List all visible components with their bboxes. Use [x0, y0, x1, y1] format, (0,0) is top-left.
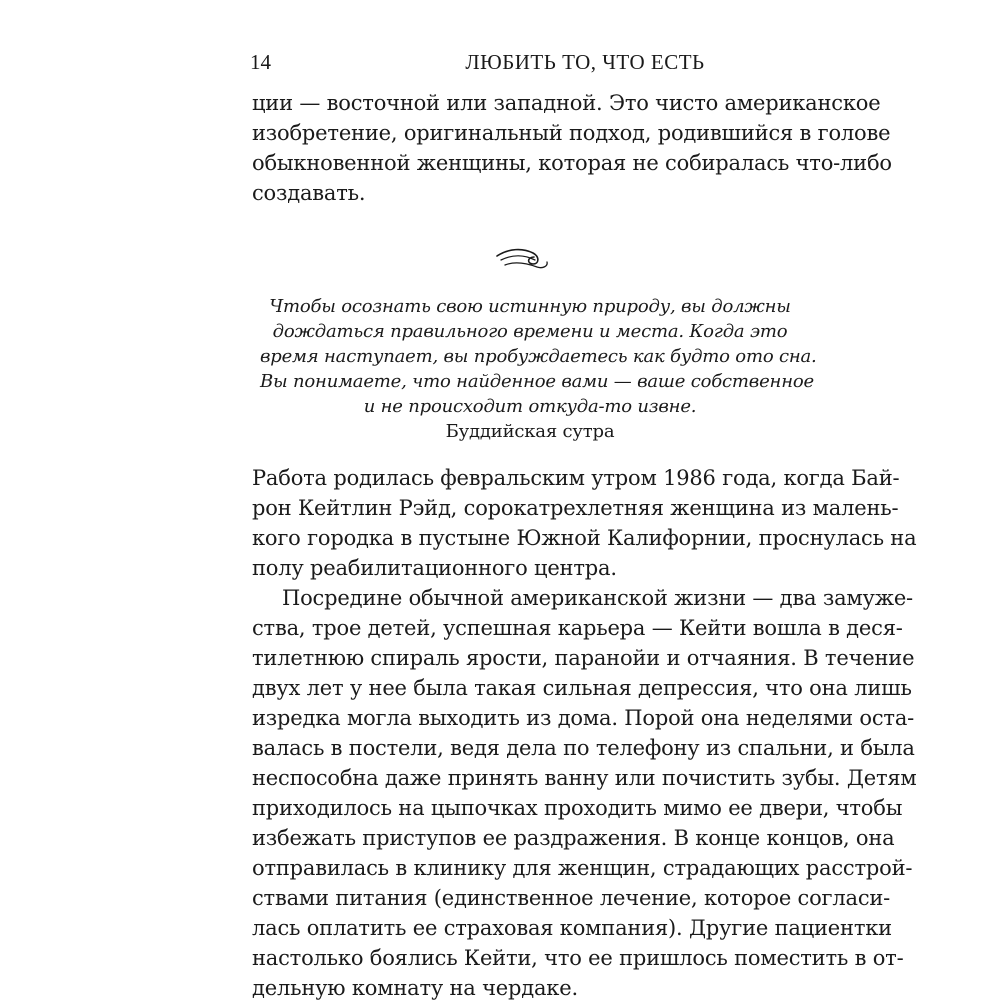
text-line: изобретение, оригинальный подход, родившийся в голове — [252, 121, 891, 145]
text-line: ствами питания (единственное лечение, которое согласи- — [252, 886, 891, 910]
text-line: рон Кейтлин Рэйд, сорокатрехлетняя женщина из малень- — [252, 496, 899, 520]
text-line: создавать. — [252, 181, 366, 205]
epigraph-line: дождаться правильного времени и места. Когда это — [272, 321, 788, 342]
epigraph-line: время наступает, вы пробуждаетесь как будто ото сна. — [260, 346, 817, 367]
text-line: избежать приступов ее раздражения. В конце концов, она — [252, 826, 895, 850]
text-line: ства, трое детей, успешная карьера — Кейти вошла в деся- — [252, 616, 903, 640]
text-line: полу реабилитационного центра. — [252, 556, 617, 580]
epigraph — [260, 294, 817, 444]
page-number: 14 — [250, 50, 271, 74]
main-paragraphs — [252, 463, 917, 1003]
text-line: отправилась в клинику для женщин, страдающих расстрой- — [252, 856, 913, 880]
text-line: лась оплатить ее страховая компания). Другие пациентки — [252, 916, 892, 940]
epigraph-line: Вы понимаете, что найденное вами — ваше собственное — [260, 371, 814, 392]
epigraph-line: Чтобы осознать свою истинную природу, вы должны — [269, 296, 791, 317]
text-line: кого городка в пустыне Южной Калифорнии, проснулась на — [252, 526, 917, 550]
text-line: Работа родилась февральским утром 1986 года, когда Бай- — [252, 466, 900, 490]
flourish-ornament-icon — [493, 244, 553, 274]
text-line: двух лет у нее была такая сильная депрессия, что она лишь — [252, 676, 912, 700]
epigraph-source: Буддийская сутра — [445, 421, 615, 442]
text-line: тилетнюю спираль ярости, паранойи и отчаяния. В течение — [252, 646, 915, 670]
text-line: ции — восточной или западной. Это чисто американское — [252, 91, 881, 115]
running-head: ЛЮБИТЬ ТО, ЧТО ЕСТЬ — [465, 50, 705, 74]
text-line: настолько боялись Кейти, что ее пришлось поместить в от- — [252, 946, 904, 970]
text-line: приходилось на цыпочках проходить мимо ее двери, чтобы — [252, 796, 903, 820]
text-line: обыкновенной женщины, которая не собиралась что-либо — [252, 151, 892, 175]
text-line: дельную комнату на чердаке. — [252, 976, 578, 1000]
paragraph-continuation — [252, 88, 892, 208]
epigraph-line: и не происходит откуда-то извне. — [363, 396, 697, 417]
text-line: неспособна даже принять ванну или почистить зубы. Детям — [252, 766, 917, 790]
text-line: изредка могла выходить из дома. Порой она неделями оста- — [252, 706, 915, 730]
text-line: Посредине обычной американской жизни — два замуже- — [282, 586, 913, 610]
text-line: валась в постели, ведя дела по телефону из спальни, и была — [252, 736, 915, 760]
